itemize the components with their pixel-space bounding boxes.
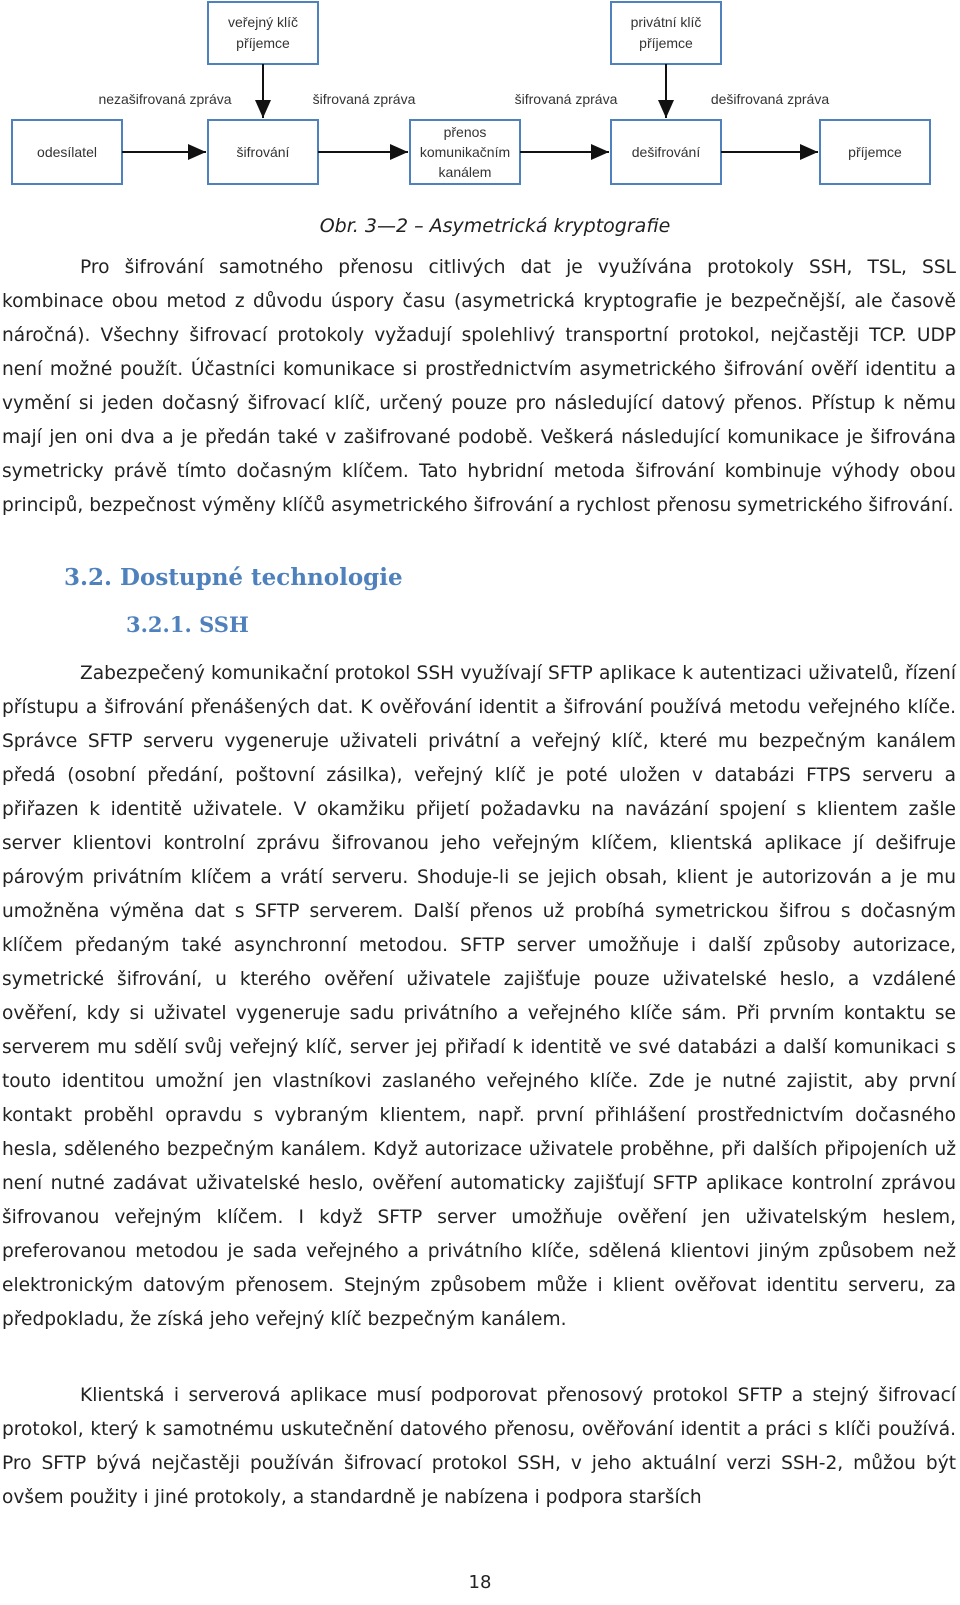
paragraph-2 — [2, 657, 956, 1337]
svg-text:příjemce: příjemce — [848, 144, 902, 160]
svg-text:kanálem: kanálem — [438, 164, 492, 180]
svg-text:přenos: přenos — [443, 124, 487, 140]
svg-text:odesílatel: odesílatel — [37, 144, 97, 160]
edge-label-encrypted-1: šifrovaná zpráva — [312, 91, 416, 107]
private-key-box — [611, 2, 721, 64]
page-number: 18 — [468, 1572, 492, 1593]
section-heading: 3.2. Dostupné technologie — [64, 564, 403, 591]
edge-label-encrypted-2: šifrovaná zpráva — [514, 91, 618, 107]
public-key-box — [208, 2, 318, 64]
asymmetric-cryptography-diagram — [0, 0, 960, 200]
recipient-box — [820, 120, 930, 184]
svg-text:veřejný klíč: veřejný klíč — [227, 14, 299, 30]
subsection-heading: 3.2.1. SSH — [126, 612, 249, 637]
svg-text:dešifrování: dešifrování — [631, 144, 701, 160]
svg-text:příjemce: příjemce — [236, 35, 290, 51]
sender-box — [12, 120, 122, 184]
svg-text:šifrování: šifrování — [236, 144, 290, 160]
encryption-box — [208, 120, 318, 184]
svg-text:komunikačním: komunikačním — [419, 144, 511, 160]
edge-label-decrypted: dešifrovaná zpráva — [710, 91, 830, 107]
paragraph-1 — [2, 251, 956, 523]
paragraph-3 — [2, 1379, 956, 1515]
paragraph-2-text: Zabezpečený komunikační protokol SSH využívají SFTP aplikace k autentizaci uživatelů, řízení přístupu a šifrování přenášených dat. K ověřování identit a šifrování používá metodu veřejného klíče. Správce SFTP serveru vygeneruje uživateli privátní a veřejný klíč, které mu bezpečným kanálem předá (osobní předání, poštovní zásilka), veřejný klíč je poté uložen v databázi FTPS serveru a přiřazen k identitě uživatele. V okamžiku přijetí požadavku na navázání spojení s klientem zašle server klientovi kontrolní zprávu šifrovanou jeho veřejným klíčem, klientská aplikace jí dešifruje párovým privátním klíčem a vrátí serveru. Shoduje-li se jejich obsah, klient je autorizován a je mu umožněna výměna dat s SFTP serverem. Další přenos už probíhá symetrickou šifrou s dočasným klíčem předaným také asynchronní metodou. SFTP server umožňuje i další způsoby autorizace, symetrické šifrování, u kterého ověření uživatele zajišťuje pouze uživatelské heslo, a vzdálené ověření, kdy si uživatel vygeneruje sadu privátního a veřejného klíče sám. Při prvním kontaktu se serverem mu sdělí svůj veřejný klíč, server jej přiřadí k identitě ve své databázi a další komunikaci s touto identitou umožní jen vlastníkovi zaslaného veřejného klíče. Zde je nutné zajistit, aby první kontakt proběhl opravdu s vybraným klientem, např. první přihlášení prostřednictvím dočasného hesla, sděleného bezpečným kanálem. Když autorizace uživatele proběhne, při dalších připojeních už není nutné zadávat uživatelské heslo, ověření automaticky zajišťují SFTP aplikace kontrolní zprávou šifrovanou veřejným klíčem. I když SFTP server umožňuje ověření jen uživatelským heslem, preferovanou metodou je sada veřejného a privátního klíče, sdělená klientovi jiným způsobem než elektronickým datovým přenosem. Stejným způsobem může i klient ověřovat identitu serveru, za předpokladu, že získá jeho veřejný klíč bezpečným kanálem. — [2, 663, 956, 1330]
svg-text:příjemce: příjemce — [639, 35, 693, 51]
edge-label-unencrypted: nezašifrovaná zpráva — [98, 91, 232, 107]
decryption-box — [611, 120, 721, 184]
svg-text:privátní klíč: privátní klíč — [630, 14, 702, 30]
paragraph-1-text: Pro šifrování samotného přenosu citlivých dat je využívána protokoly SSH, TSL, SSL kombinace obou metod z důvodu úspory času (asymetrická kryptografie je bezpečnější, ale časově náročná). Všechny šifrovací protokoly vyžadují spolehlivý transportní protokol, nejčastěji TCP. UDP není možné použít. Účastníci komunikace si prostřednictvím asymetrického šifrování ověří identitu a vymění si jeden dočasný šifrovací klíč, určený pouze pro následující datový přenos. Přístup k němu mají jen oni dva a je předán také v zašifrované podobě. Veškerá následující komunikace je šifrována symetricky právě tímto dočasným klíčem. Tato hybridní metoda šifrování kombinuje výhody obou principů, bezpečnost výměny klíčů asymetrického šifrování a rychlost přenosu symetrického šifrování. — [2, 257, 956, 516]
channel-box — [410, 120, 520, 184]
paragraph-3-text: Klientská i serverová aplikace musí podporovat přenosový protokol SFTP a stejný šifrovací protokol, který k samotnému uskutečnění datového přenosu, ověřování identit a práci s klíči používá. Pro SFTP bývá nejčastěji používán šifrovací protokol SSH, v jeho aktuální verzi SSH-2, můžou být ovšem použity i jiné protokoly, a standardně je nabízena i podpora starších — [2, 1385, 956, 1508]
figure-caption: Obr. 3—2 – Asymetrická kryptografie — [319, 215, 671, 237]
